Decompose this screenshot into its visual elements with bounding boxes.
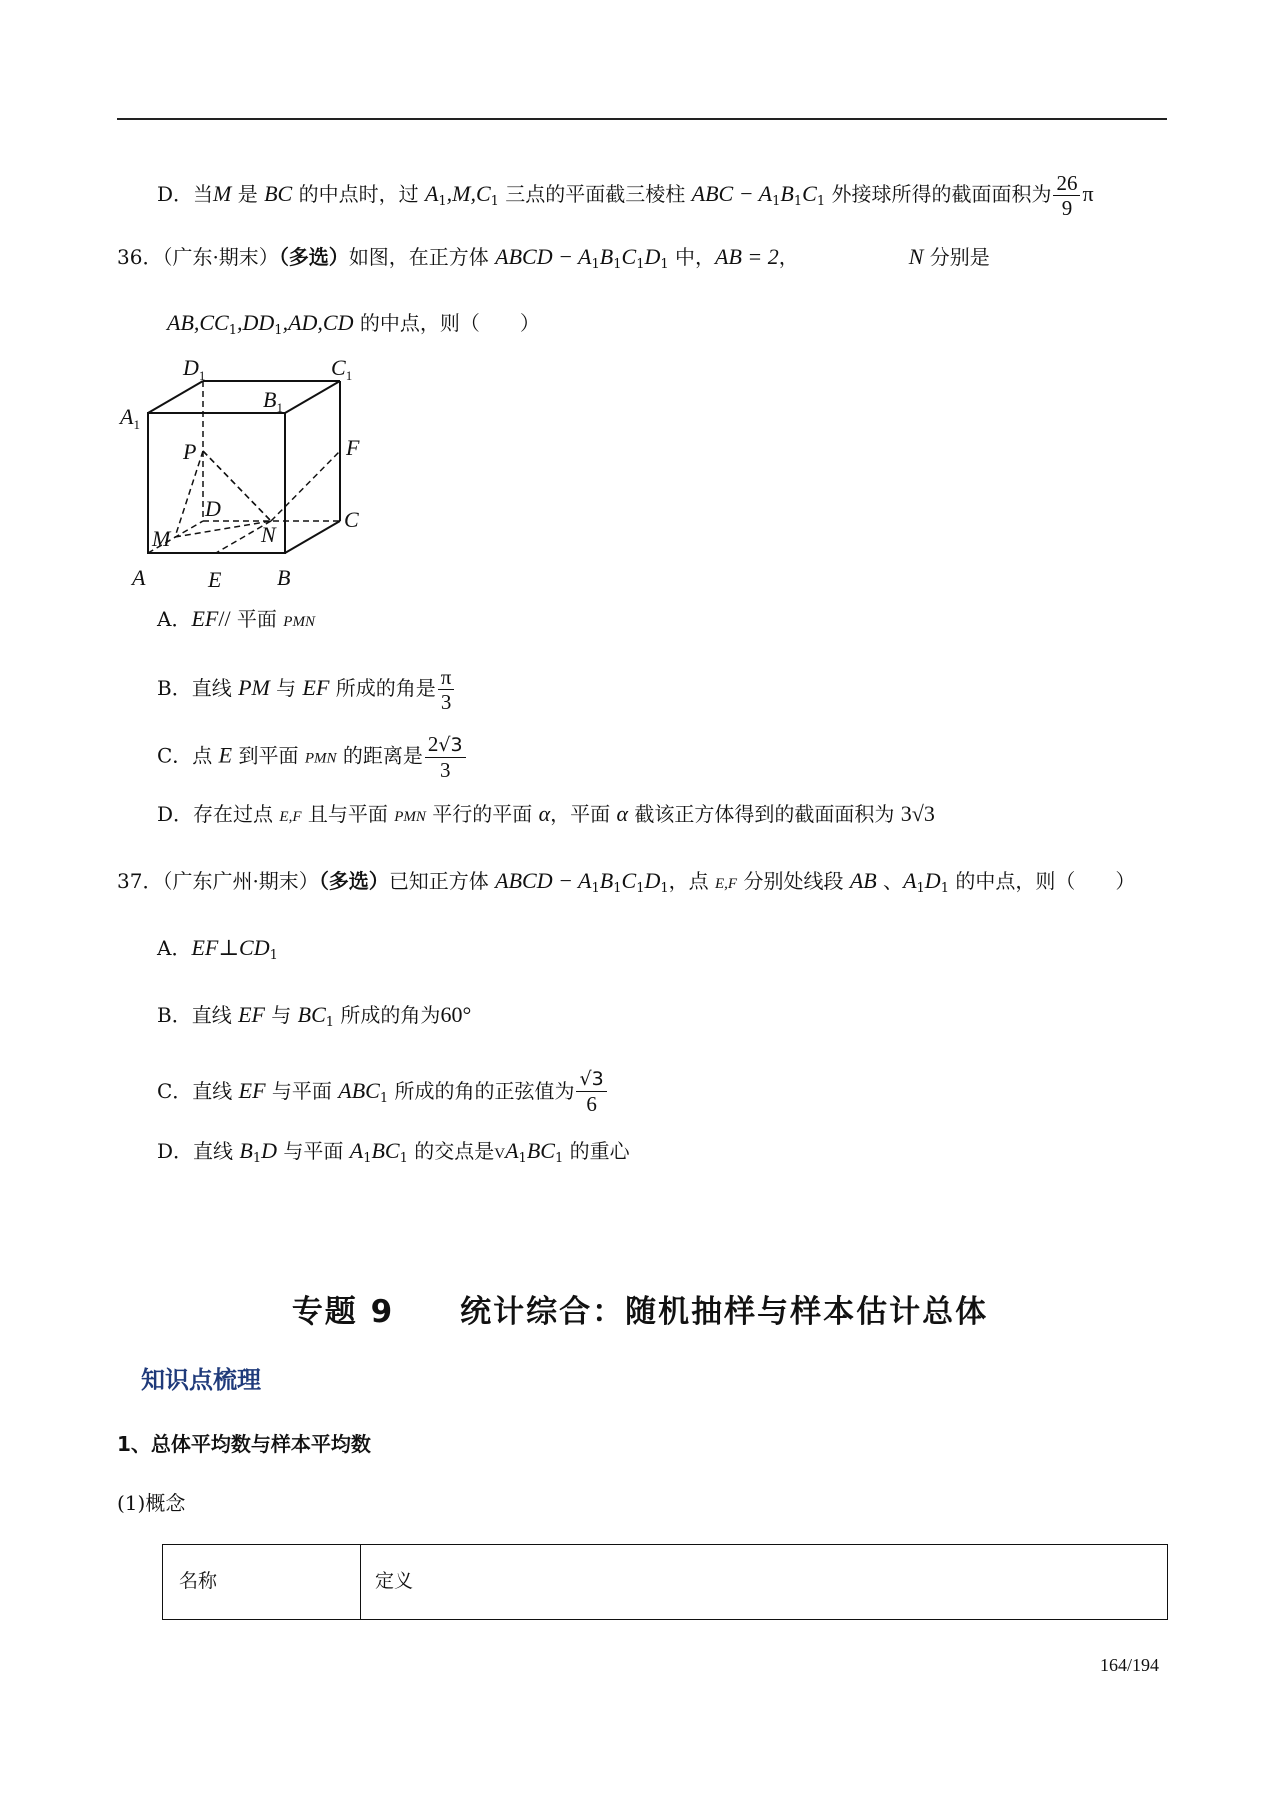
q37-option-d: D．直线 $B_1D$ 与平面 $A_1BC_1$ 的交点是$VA_1BC_1$ 的重心	[157, 1138, 630, 1166]
cube-edge-b1c1	[285, 381, 340, 413]
q36-option-a: A．EF// 平面 PMN	[157, 606, 315, 631]
segment-mn	[175, 521, 271, 537]
label-d1: $D_1$	[183, 355, 206, 383]
label-b: B	[277, 565, 291, 590]
label-b1: $B_1$	[263, 387, 283, 415]
fraction: $\frac{\pi}{3}$	[438, 666, 455, 713]
knowledge-heading: 知识点梳理	[141, 1366, 261, 1394]
section-title: 专题 9 统计综合：随机抽样与样本估计总体	[291, 1294, 989, 1330]
cube-edge-bc	[285, 521, 340, 553]
label-a: A	[132, 565, 146, 590]
q37-option-a: A．$EF\perp CD_1$	[157, 935, 278, 963]
q36-option-d: D．存在过点 E,F 且与平面 PMN 平行的平面 α，平面 α 截该正方体得到的截面面积为 3√3	[157, 801, 935, 826]
label-p: P	[183, 439, 197, 464]
cube-figure	[115, 355, 385, 605]
header-rule	[117, 118, 1167, 120]
table-header-name: 名称	[179, 1570, 218, 1592]
label-c1: $C_1$	[331, 355, 353, 383]
table-header-definition: 定义	[375, 1570, 414, 1592]
definition-table	[162, 1544, 1168, 1620]
label-c: C	[344, 507, 359, 532]
label-e: E	[208, 567, 222, 592]
q37-option-b: B．直线 EF 与 $BC_1$ 所成的角为60°	[157, 1002, 472, 1030]
q36-option-c: C．点 E 到平面 PMN 的距离是 $\frac{2√3}{3}$	[157, 733, 468, 781]
fraction: $\frac{26}{9}$	[1053, 172, 1080, 219]
q35-option-d: D．当M 是 BC 的中点时，过 $A_1,M,C_1$ 三点的平面截三棱柱 ABC − $A_1B_1C_1$ 外接球所得的截面面积为 $\frac{26}{9}$ π	[157, 171, 1094, 221]
cube-edge-a1d1	[148, 381, 203, 413]
page-number: 164/194	[1100, 1655, 1160, 1675]
segment-nf	[271, 451, 340, 521]
q37-stem: 37．（广东广州·期末）（多选）已知正方体 ABCD − $A_1B_1C_1D_1$，点 E,F 分别处线段 AB 、$A_1D_1$ 的中点，则（ ）	[117, 868, 1136, 896]
label-n: N	[261, 522, 276, 547]
q36-stem-line2: $AB,CC_1,DD_1,AD,CD$ 的中点，则（ ）	[167, 310, 540, 338]
label-f: F	[346, 435, 360, 460]
fraction: $\frac{√3}{6}$	[576, 1070, 606, 1115]
subheading-mean: 1、总体平均数与样本平均数	[117, 1432, 371, 1456]
fraction: $\frac{2√3}{3}$	[425, 733, 466, 781]
label-d: D	[205, 496, 221, 521]
q36-option-b: B．直线 PM 与 EF 所成的角是 $\frac{\pi}{3}$	[157, 666, 456, 713]
label-m: M	[152, 526, 171, 551]
q36-stem: 36．（广东·期末）（多选）如图，在正方体 ABCD − $A_1B_1C_1D_1$ 中，AB = 2， N 分别是	[117, 244, 990, 272]
label-a1: $A_1$	[120, 404, 140, 432]
subheading-concept: (1)概念	[117, 1491, 186, 1515]
q37-option-c: C．直线 EF 与平面 $ABC_1$ 所成的角的正弦值为 $\frac{√3}{6}$	[157, 1070, 609, 1115]
